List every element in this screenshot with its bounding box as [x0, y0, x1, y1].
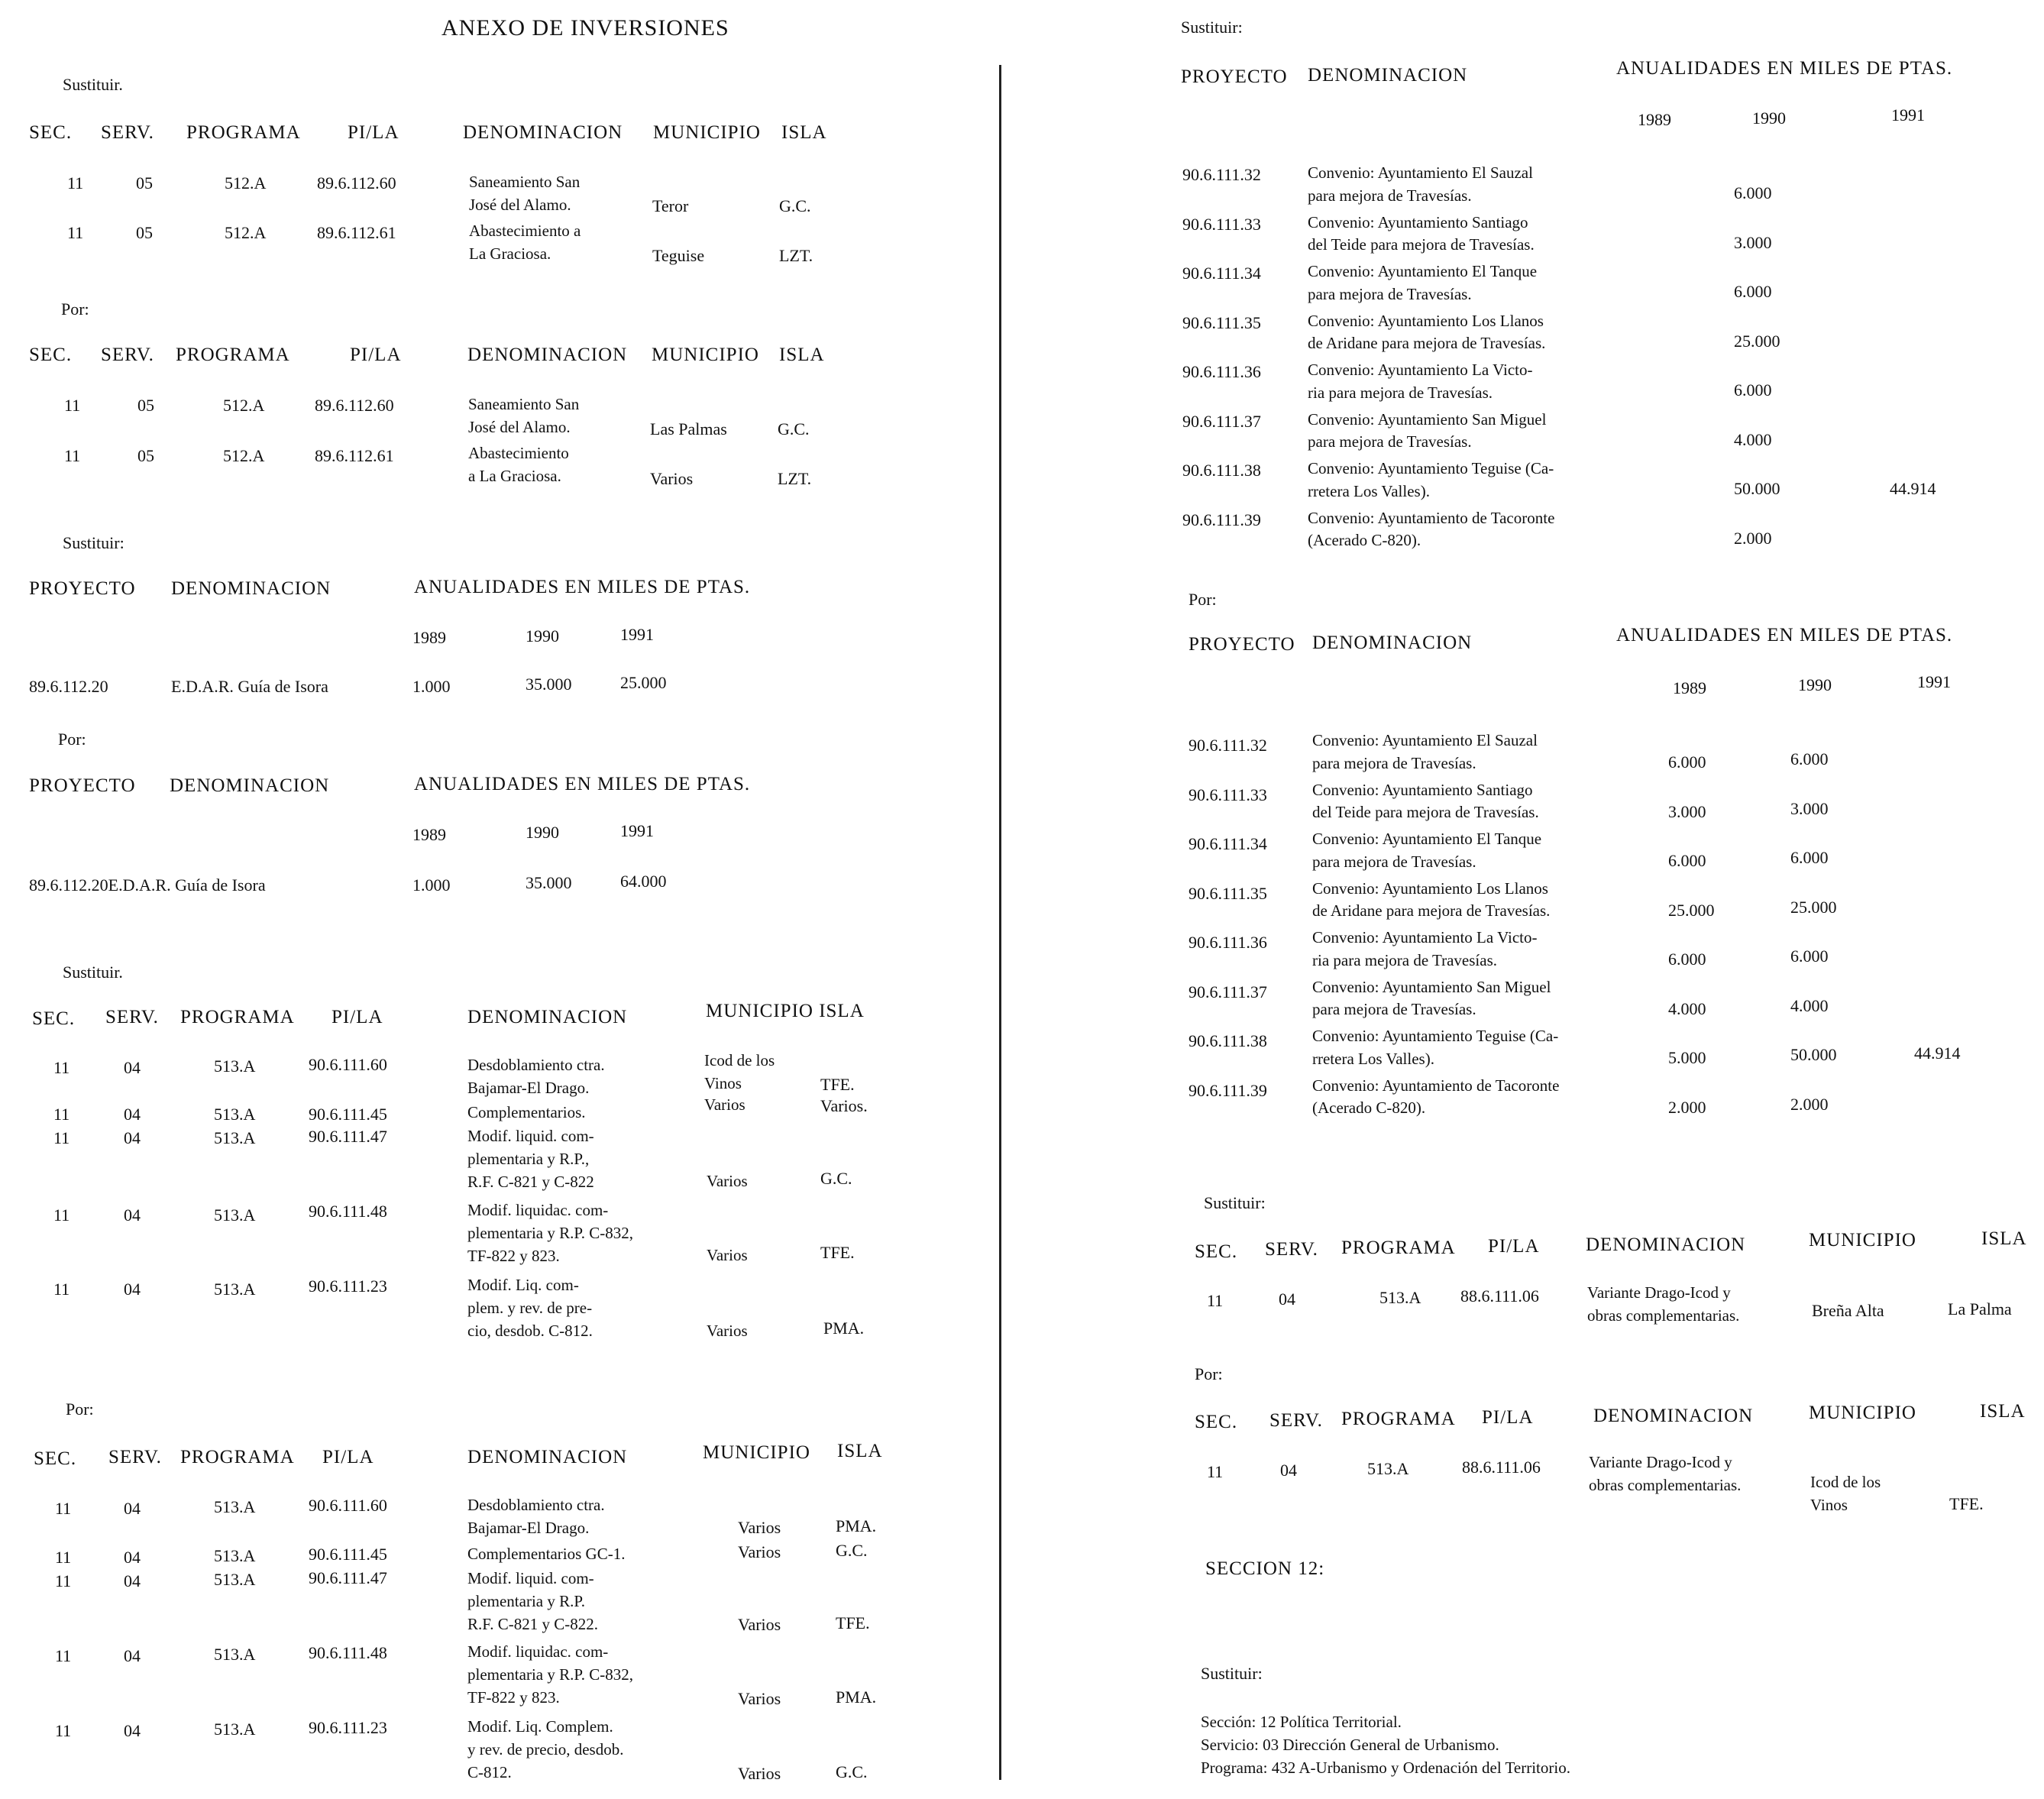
cell-denominacion: Convenio: Ayuntamiento San Miguel para mejora de Travesías. [1312, 977, 1551, 1019]
cell-proyecto: 90.6.111.34 [1189, 834, 1267, 853]
cell-serv: 05 [136, 223, 153, 242]
col-header-serv: SERV. [105, 1007, 159, 1027]
sustituir-label: Sustituir: [63, 533, 125, 552]
col-header-denominacion: DENOMINACION [1593, 1406, 1754, 1426]
cell-isla: TFE. [1949, 1494, 1984, 1513]
cell-denominacion: Convenio: Ayuntamiento Santiago del Teide para mejora de Travesías. [1308, 212, 1535, 254]
col-header-pila: PI/LA [348, 122, 399, 143]
cell-sec: 11 [53, 1280, 70, 1299]
cell-proyecto: 90.6.111.38 [1182, 461, 1261, 480]
cell-isla: PMA. [836, 1687, 877, 1707]
col-header-sec: SEC. [29, 122, 73, 143]
cell-isla: TFE. [836, 1613, 870, 1632]
cell-proyecto: 90.6.111.33 [1182, 214, 1261, 234]
col-header-isla: ISLA [781, 122, 827, 143]
cell-denominacion: Desdoblamiento ctra. Bajamar-El Drago. [467, 1056, 605, 1097]
sustituir-label: Sustituir. [63, 963, 123, 982]
cell-municipio: Varios [704, 1095, 745, 1114]
cell-serv: 04 [124, 1721, 141, 1740]
cell-isla: G.C. [820, 1169, 852, 1188]
cell-sec: 11 [67, 173, 84, 193]
year-1989: 1989 [1673, 678, 1706, 697]
cell-1990: 50.000 [1734, 479, 1780, 498]
cell-denominacion: Convenio: Ayuntamiento Santiago del Teide para mejora de Travesías. [1312, 780, 1539, 822]
por-label: Por: [61, 299, 89, 319]
cell-denominacion: Modif. Liq. Complem. y rev. de precio, desdob. C-812. [467, 1717, 624, 1781]
col-header-municipio: MUNICIPIO [653, 122, 761, 143]
cell-1990: 3.000 [1734, 232, 1772, 252]
cell-sec: 11 [55, 1548, 72, 1567]
year-1990: 1990 [1798, 675, 1832, 694]
cell-pila: 90.6.111.23 [309, 1718, 387, 1737]
cell-pila: 90.6.111.60 [309, 1496, 387, 1515]
cell-serv: 04 [124, 1105, 141, 1124]
cell-denominacion: Abastecimiento a La Graciosa. [468, 444, 569, 485]
cell-denominacion: Convenio: Ayuntamiento El Sauzal para mejora de Travesías. [1308, 163, 1533, 205]
cell-serv: 05 [137, 396, 154, 415]
cell-sec: 11 [64, 396, 81, 415]
col-header-denominacion: DENOMINACION [463, 122, 623, 143]
cell-denominacion: Complementarios. [467, 1103, 586, 1121]
year-1989: 1989 [412, 628, 446, 647]
cell-proyecto: 89.6.112.20 [29, 677, 108, 696]
cell-1990: 6.000 [1790, 749, 1829, 768]
cell-denominacion: Modif. Liq. com- plem. y rev. de pre- cio, desdob. C-812. [467, 1276, 593, 1340]
sustituir-label: Sustituir. [63, 75, 123, 94]
cell-1989: 6.000 [1668, 851, 1706, 870]
cell-proyecto: 90.6.111.38 [1189, 1031, 1267, 1050]
cell-1990: 35.000 [526, 675, 572, 694]
cell-serv: 04 [124, 1548, 141, 1567]
cell-proyecto: 90.6.111.36 [1182, 362, 1261, 381]
cell-programa: 513.A [214, 1128, 256, 1147]
por-label: Por: [58, 730, 86, 749]
cell-serv: 05 [136, 173, 153, 193]
col-header-denominacion: DENOMINACION [467, 1007, 628, 1027]
cell-pila: 90.6.111.48 [309, 1202, 387, 1221]
cell-programa: 512.A [223, 396, 265, 415]
cell-denominacion: Convenio: Ayuntamiento San Miguel para mejora de Travesías. [1308, 409, 1547, 451]
column-divider [999, 65, 1001, 1780]
cell-1990: 6.000 [1734, 380, 1772, 400]
cell-1989: 3.000 [1668, 801, 1706, 821]
cell-pila: 88.6.111.06 [1462, 1458, 1541, 1477]
cell-sec: 11 [53, 1128, 70, 1147]
cell-isla: LZT. [778, 469, 812, 488]
cell-1991: 44.914 [1890, 479, 1936, 498]
col-header-municipio: MUNICIPIO [703, 1442, 810, 1463]
cell-denominacion: Convenio: Ayuntamiento El Tanque para mejora de Travesías. [1312, 830, 1542, 871]
col-header-proyecto: PROYECTO [29, 578, 136, 599]
col-header-proyecto: PROYECTO [1189, 634, 1295, 655]
col-header-isla: ISLA [1981, 1228, 2027, 1249]
cell-municipio: Varios [707, 1172, 748, 1190]
cell-pila: 90.6.111.45 [309, 1545, 387, 1564]
col-header-serv: SERV. [1269, 1410, 1323, 1431]
cell-1989: 1.000 [412, 677, 451, 696]
cell-sec: 11 [67, 223, 84, 242]
col-header-pila: PI/LA [322, 1447, 374, 1467]
cell-pila: 90.6.111.48 [309, 1643, 387, 1662]
cell-pila: 89.6.112.60 [317, 173, 396, 193]
cell-isla: G.C. [779, 196, 811, 215]
col-header-municipio: MUNICIPIO [652, 345, 759, 365]
cell-programa: 513.A [214, 1280, 256, 1299]
cell-municipio: Varios [738, 1542, 781, 1561]
cell-serv: 04 [124, 1058, 141, 1077]
col-header-denominacion: DENOMINACION [467, 345, 628, 365]
cell-serv: 04 [1280, 1461, 1297, 1480]
cell-pila: 88.6.111.06 [1460, 1286, 1539, 1306]
year-1991: 1991 [1917, 672, 1951, 691]
cell-denominacion: Convenio: Ayuntamiento Teguise (Ca- rretera Los Valles). [1312, 1027, 1559, 1068]
col-header-sec: SEC. [32, 1008, 76, 1029]
cell-proyecto: 90.6.111.39 [1189, 1080, 1267, 1100]
cell-pila: 90.6.111.45 [309, 1105, 387, 1124]
cell-1990: 35.000 [526, 873, 572, 892]
cell-municipio: Varios [738, 1518, 781, 1537]
cell-programa: 513.A [214, 1645, 256, 1664]
cell-programa: 513.A [214, 1720, 256, 1739]
cell-sec: 11 [55, 1646, 72, 1665]
cell-programa: 513.A [1367, 1459, 1409, 1478]
cell-municipio: Breña Alta [1812, 1301, 1884, 1320]
cell-denominacion: Modif. liquidac. com- plementaria y R.P. C-832, TF-822 y 823. [467, 1642, 633, 1707]
cell-denominacion: Convenio: Ayuntamiento de Tacoronte (Acerado C-820). [1308, 508, 1555, 550]
col-header-denominacion: DENOMINACION [1312, 633, 1473, 653]
por-label: Por: [66, 1399, 94, 1419]
cell-pila: 90.6.111.60 [309, 1055, 387, 1074]
cell-denominacion: Modif. liquid. com- plementaria y R.P., R.F. C-821 y C-822 [467, 1127, 594, 1191]
col-header-anualidades: ANUALIDADES EN MILES DE PTAS. [414, 577, 751, 597]
cell-denominacion: Saneamiento San José del Alamo. [469, 173, 581, 214]
col-header-proyecto: PROYECTO [1181, 66, 1288, 87]
col-header-programa: PROGRAMA [1341, 1238, 1456, 1258]
por-label: Por: [1195, 1364, 1223, 1383]
cell-serv: 04 [124, 1499, 141, 1518]
cell-1990: 6.000 [1790, 946, 1829, 966]
col-header-sec: SEC. [29, 345, 73, 365]
cell-denominacion: Complementarios GC-1. [467, 1545, 626, 1563]
year-1991: 1991 [1891, 105, 1925, 125]
cell-denominacion: Convenio: Ayuntamiento La Victo- ria para mejora de Travesías. [1312, 928, 1538, 969]
cell-proyecto: 90.6.111.32 [1189, 736, 1267, 755]
col-header-programa: PROGRAMA [180, 1007, 295, 1027]
col-header-anualidades: ANUALIDADES EN MILES DE PTAS. [1616, 58, 1953, 79]
cell-municipio: Varios [707, 1246, 748, 1264]
cell-pila: 89.6.112.61 [317, 223, 396, 242]
col-header-municipio: MUNICIPIO [1809, 1403, 1916, 1423]
col-header-municipio: MUNICIPIO [1809, 1230, 1916, 1251]
cell-sec: 11 [1207, 1462, 1224, 1481]
cell-isla: TFE. [820, 1075, 855, 1094]
cell-denominacion: Convenio: Ayuntamiento Teguise (Ca- rretera Los Valles). [1308, 459, 1554, 500]
col-header-sec: SEC. [34, 1448, 77, 1469]
col-header-pila: PI/LA [332, 1007, 383, 1027]
cell-sec: 11 [53, 1058, 70, 1077]
cell-isla: G.C. [836, 1762, 868, 1781]
cell-1990: 4.000 [1790, 995, 1829, 1015]
cell-municipio: Varios [707, 1322, 748, 1340]
col-header-isla: ISLA [1980, 1401, 2026, 1422]
cell-proyecto: 90.6.111.36 [1189, 933, 1267, 952]
col-header-pila: PI/LA [1488, 1236, 1540, 1257]
cell-programa: 513.A [214, 1205, 256, 1225]
cell-proyecto: 90.6.111.39 [1182, 510, 1261, 529]
cell-serv: 04 [124, 1280, 141, 1299]
col-header-serv: SERV. [101, 122, 154, 143]
col-header-programa: PROGRAMA [186, 122, 301, 143]
cell-isla: TFE. [820, 1243, 855, 1262]
cell-denominacion: Convenio: Ayuntamiento El Sauzal para mejora de Travesías. [1312, 731, 1538, 772]
sustituir-label: Sustituir: [1204, 1193, 1266, 1212]
cell-isla: Varios. [820, 1096, 868, 1115]
cell-municipio: Icod de los Vinos [704, 1051, 775, 1092]
year-1991: 1991 [620, 625, 654, 644]
cell-municipio: Varios [650, 469, 694, 488]
cell-isla: PMA. [836, 1516, 877, 1535]
cell-denominacion: E.D.A.R. Guía de Isora [171, 677, 328, 696]
cell-pila: 90.6.111.47 [309, 1127, 387, 1146]
col-header-serv: SERV. [101, 345, 154, 365]
cell-municipio: Varios [738, 1615, 781, 1634]
cell-denominacion: Variante Drago-Icod y obras complementarias. [1589, 1453, 1742, 1494]
cell-programa: 513.A [214, 1546, 256, 1565]
cell-denominacion: Modif. liquidac. com- plementaria y R.P. C-832, TF-822 y 823. [467, 1201, 633, 1265]
cell-serv: 04 [124, 1128, 141, 1147]
cell-denominacion: Desdoblamiento ctra. Bajamar-El Drago. [467, 1496, 605, 1537]
cell-denominacion: Convenio: Ayuntamiento Los Llanos de Aridane para mejora de Travesías. [1312, 878, 1551, 921]
cell-municipio: Teguise [652, 246, 705, 265]
cell-programa: 513.A [1379, 1288, 1421, 1307]
cell-proyecto-denominacion: 89.6.112.20E.D.A.R. Guía de Isora [29, 875, 266, 895]
cell-municipio: Icod de los Vinos [1810, 1473, 1881, 1514]
cell-sec: 11 [53, 1105, 70, 1124]
col-header-serv: SERV. [1265, 1239, 1318, 1260]
cell-sec: 11 [64, 446, 81, 465]
cell-programa: 512.A [225, 223, 267, 242]
cell-municipio: Varios [738, 1764, 781, 1783]
year-1990: 1990 [526, 626, 559, 646]
cell-1989: 5.000 [1668, 1048, 1706, 1067]
cell-1990: 3.000 [1790, 798, 1829, 818]
cell-1991: 44.914 [1914, 1043, 1961, 1063]
cell-1991: 25.000 [620, 673, 667, 692]
por-label: Por: [1189, 590, 1217, 609]
cell-1990: 4.000 [1734, 429, 1772, 449]
cell-1989: 2.000 [1668, 1097, 1706, 1117]
col-header-sec: SEC. [1195, 1412, 1238, 1432]
sustituir-label: Sustituir: [1201, 1664, 1263, 1683]
cell-municipio: Las Palmas [650, 419, 727, 438]
cell-1990: 25.000 [1734, 331, 1780, 351]
col-header-denominacion: DENOMINACION [1586, 1234, 1746, 1255]
cell-1991: 64.000 [620, 872, 667, 891]
cell-1990: 25.000 [1790, 897, 1837, 917]
cell-municipio: Teror [652, 196, 689, 215]
cell-sec: 11 [55, 1571, 72, 1590]
col-header-programa: PROGRAMA [1341, 1409, 1456, 1429]
cell-isla: LZT. [779, 246, 813, 265]
cell-1989: 6.000 [1668, 950, 1706, 969]
cell-proyecto: 90.6.111.37 [1182, 411, 1261, 431]
col-header-denominacion: DENOMINACION [467, 1447, 628, 1467]
cell-denominacion: Convenio: Ayuntamiento La Victo- ria para mejora de Travesías. [1308, 361, 1533, 402]
cell-programa: 512.A [223, 446, 265, 465]
cell-isla: La Palma [1948, 1299, 2012, 1319]
cell-denominacion: Abastecimiento a La Graciosa. [469, 222, 581, 263]
sustituir-label: Sustituir: [1181, 18, 1243, 37]
cell-1989: 25.000 [1668, 900, 1715, 920]
col-header-denominacion: DENOMINACION [170, 775, 330, 796]
col-header-pila: PI/LA [350, 345, 402, 365]
col-header-denominacion: DENOMINACION [1308, 65, 1468, 86]
cell-denominacion: Variante Drago-Icod y obras complementarias. [1587, 1283, 1740, 1325]
cell-programa: 513.A [214, 1056, 256, 1076]
col-header-anualidades: ANUALIDADES EN MILES DE PTAS. [1616, 625, 1953, 646]
seccion-details: Sección: 12 Política Territorial. Servicio: 03 Dirección General de Urbanismo. Programa: 432 A-Urbanismo y Ordenación del Territorio. [1201, 1713, 1570, 1777]
cell-programa: 513.A [214, 1570, 256, 1589]
cell-denominacion: Modif. liquid. com- plementaria y R.P. R.F. C-821 y C-822. [467, 1569, 599, 1633]
cell-sec: 11 [53, 1205, 70, 1225]
page-title: ANEXO DE INVERSIONES [441, 15, 729, 40]
col-header-serv: SERV. [108, 1447, 162, 1467]
year-1989: 1989 [1638, 110, 1671, 129]
cell-denominacion: Saneamiento San José del Alamo. [468, 395, 580, 436]
cell-denominacion: Convenio: Ayuntamiento Los Llanos de Aridane para mejora de Travesías. [1308, 311, 1546, 353]
col-header-proyecto: PROYECTO [29, 775, 136, 796]
cell-isla: G.C. [836, 1541, 868, 1560]
col-header-municipio-isla: MUNICIPIO ISLA [706, 1001, 865, 1021]
col-header-isla: ISLA [779, 345, 825, 365]
year-1990: 1990 [526, 823, 559, 842]
cell-serv: 04 [124, 1571, 141, 1590]
year-1989: 1989 [412, 825, 446, 844]
cell-1989: 1.000 [412, 875, 451, 895]
col-header-pila: PI/LA [1482, 1407, 1534, 1428]
cell-proyecto: 90.6.111.35 [1189, 883, 1267, 903]
col-header-programa: PROGRAMA [176, 345, 290, 365]
cell-municipio: Varios [738, 1689, 781, 1708]
year-1991: 1991 [620, 821, 654, 840]
cell-proyecto: 90.6.111.32 [1182, 165, 1261, 184]
cell-proyecto: 90.6.111.35 [1182, 312, 1261, 332]
cell-pila: 89.6.112.61 [315, 446, 394, 465]
col-header-sec: SEC. [1195, 1241, 1238, 1262]
cell-proyecto: 90.6.111.37 [1189, 982, 1267, 1001]
col-header-denominacion: DENOMINACION [171, 578, 332, 599]
cell-1989: 4.000 [1668, 998, 1706, 1018]
cell-1989: 6.000 [1668, 752, 1706, 772]
cell-1990: 6.000 [1790, 848, 1829, 867]
cell-sec: 11 [1207, 1291, 1224, 1310]
cell-1990: 50.000 [1790, 1045, 1837, 1064]
cell-proyecto: 90.6.111.34 [1182, 264, 1261, 283]
cell-1990: 2.000 [1790, 1094, 1829, 1114]
col-header-isla: ISLA [837, 1441, 883, 1461]
cell-isla: PMA. [823, 1319, 865, 1338]
cell-denominacion: Convenio: Ayuntamiento El Tanque para mejora de Travesías. [1308, 262, 1538, 303]
cell-pila: 90.6.111.47 [309, 1568, 387, 1587]
cell-programa: 512.A [225, 173, 267, 193]
cell-1990: 2.000 [1734, 528, 1772, 548]
cell-proyecto: 90.6.111.33 [1189, 785, 1267, 804]
seccion-heading: SECCION 12: [1205, 1558, 1325, 1579]
col-header-programa: PROGRAMA [180, 1447, 295, 1467]
cell-sec: 11 [55, 1499, 72, 1518]
cell-serv: 04 [1279, 1289, 1295, 1309]
cell-isla: G.C. [778, 419, 810, 438]
cell-serv: 05 [137, 446, 154, 465]
cell-pila: 89.6.112.60 [315, 396, 394, 415]
cell-1990: 6.000 [1734, 282, 1772, 301]
col-header-anualidades: ANUALIDADES EN MILES DE PTAS. [414, 774, 751, 794]
year-1990: 1990 [1752, 108, 1786, 128]
cell-programa: 513.A [214, 1105, 256, 1124]
cell-sec: 11 [55, 1721, 72, 1740]
cell-programa: 513.A [214, 1497, 256, 1516]
cell-1990: 6.000 [1734, 183, 1772, 202]
cell-serv: 04 [124, 1205, 141, 1225]
cell-pila: 90.6.111.23 [309, 1276, 387, 1296]
cell-denominacion: Convenio: Ayuntamiento de Tacoronte (Acerado C-820). [1312, 1076, 1560, 1118]
cell-serv: 04 [124, 1646, 141, 1665]
